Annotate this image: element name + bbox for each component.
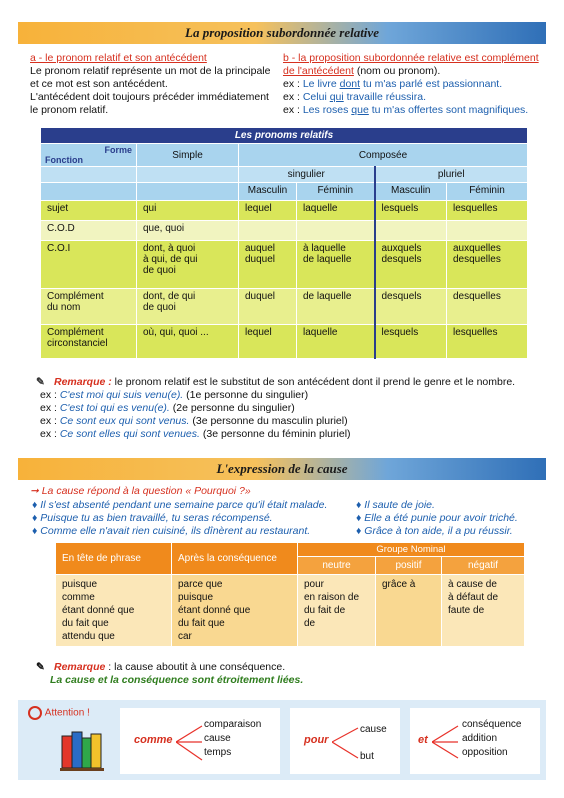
- col-simple: Simple: [137, 144, 239, 167]
- cell-simple: dont, à quoi à qui, de qui de quoi: [137, 241, 239, 289]
- cell-simple: que, quoi: [137, 221, 239, 241]
- col-feminin-sing: Féminin: [297, 183, 375, 201]
- header-apres: Après la conséquence: [172, 543, 298, 575]
- definition-a-line: Le pronom relatif représente un mot de la principale: [30, 65, 271, 77]
- pronoms-relatifs-table: [40, 127, 528, 359]
- group-item: cause: [360, 724, 387, 735]
- group-word: pour: [304, 734, 329, 746]
- group-item: comparaison: [204, 719, 262, 730]
- corner-fonction: Fonction: [45, 155, 83, 165]
- definition-b-heading-1: b - la proposition subordonnée relative est complément: [283, 52, 539, 64]
- group-word: et: [418, 734, 428, 746]
- cell-simple: où, qui, quoi ...: [137, 325, 239, 359]
- remarque-text: le pronom relatif est le substitut de son antécédent dont il prend le genre et le nombre.: [111, 376, 516, 388]
- empty-cell: [41, 183, 137, 201]
- cell-sing-masc: duquel: [239, 289, 297, 325]
- group-items: [462, 718, 522, 760]
- table-row: [41, 201, 528, 221]
- header-positif: positif: [376, 557, 442, 575]
- diamond-icon: ♦: [32, 525, 41, 537]
- cell-plur-fem: desquelles: [447, 289, 528, 325]
- cause-example: ♦ Il s'est absenté pendant une semaine parce qu'il était malade.: [32, 499, 328, 511]
- col-masculin-plur: Masculin: [375, 183, 447, 201]
- remarque-label: Remarque: [54, 661, 106, 673]
- cell-plur-fem: auxquelles desquelles: [447, 241, 528, 289]
- cell-plur-masc: lesquels: [375, 325, 447, 359]
- cell-en-tete: puisque comme étant donné que du fait que attendu que: [56, 575, 172, 647]
- group-item: cause: [204, 733, 231, 744]
- attention-label: Attention !: [44, 707, 90, 719]
- definition-a-line: le pronom relatif.: [30, 104, 109, 116]
- cell-plur-masc: [375, 221, 447, 241]
- section-title-text: L'expression de la cause: [216, 461, 348, 476]
- books-icon: [60, 726, 104, 772]
- no-sign-icon: [28, 706, 42, 720]
- cell-plur-fem: lesquelles: [447, 201, 528, 221]
- definition-a-line: L'antécédent doit toujours précéder immédiatement: [30, 91, 269, 103]
- example-line: ex : Celui qui travaille réussira.: [283, 91, 426, 103]
- cell-plur-masc: desquels: [375, 289, 447, 325]
- diamond-icon: ♦: [356, 512, 365, 524]
- col-pluriel: pluriel: [375, 167, 528, 183]
- empty-cell: [137, 183, 239, 201]
- arrow-icon: ➞: [30, 485, 42, 497]
- cell-sing-fem: laquelle: [297, 201, 375, 221]
- table-row: [41, 289, 528, 325]
- remarque-example: ex : Ce sont elles qui sont venues. (3e personne du féminin pluriel): [40, 428, 351, 440]
- definition-b-heading-tail: (nom ou pronom).: [353, 65, 441, 77]
- diamond-icon: ♦: [32, 512, 41, 524]
- cause-intro: [30, 485, 540, 498]
- remarque-emphasis: La cause et la conséquence sont étroitement liées.: [50, 674, 304, 686]
- section-title-text: La proposition subordonnée relative: [185, 25, 379, 40]
- group-item: conséquence: [462, 719, 522, 730]
- cell-apres: parce que puisque étant donné que du fait que car: [172, 575, 298, 647]
- diamond-icon: ♦: [356, 525, 365, 537]
- cause-example: ♦ Puisque tu as bien travaillé, tu seras récompensé.: [32, 512, 273, 524]
- empty-cell: [137, 167, 239, 183]
- header-en-tete: En tête de phrase: [56, 543, 172, 575]
- cell-sing-fem: de laquelle: [297, 289, 375, 325]
- cause-examples-right: [356, 499, 546, 538]
- group-item: opposition: [462, 747, 508, 758]
- branch-arrows: [332, 722, 362, 766]
- cell-fonction: Complément du nom: [41, 289, 137, 325]
- branch-arrows: [176, 722, 206, 766]
- cell-sing-masc: lequel: [239, 201, 297, 221]
- col-feminin-plur: Féminin: [447, 183, 528, 201]
- section-title-relative: [18, 22, 546, 44]
- cell-sing-fem: à laquelle de laquelle: [297, 241, 375, 289]
- cell-plur-fem: lesquelles: [447, 325, 528, 359]
- group-item: addition: [462, 733, 498, 744]
- section-title-cause: [18, 458, 546, 480]
- branch-arrows: [432, 722, 462, 766]
- cause-examples-left: [32, 499, 352, 538]
- cell-fonction: C.O.I: [41, 241, 137, 289]
- cell-plur-fem: [447, 221, 528, 241]
- definition-b-heading-2: de l'antécédent: [283, 65, 354, 77]
- empty-cell: [41, 167, 137, 183]
- remarque-example: ex : C'est moi qui suis venu(e). (1e personne du singulier): [40, 389, 309, 401]
- table-row: [41, 221, 528, 241]
- cause-example: ♦ Il saute de joie.: [356, 499, 435, 511]
- cell-simple: dont, de qui de quoi: [137, 289, 239, 325]
- remarque-block-2: [36, 661, 536, 687]
- pencil-icon: ✎: [36, 376, 45, 388]
- cell-sing-fem: laquelle: [297, 325, 375, 359]
- cause-example: ♦ Comme elle n'avait rien cuisiné, ils dînèrent au restaurant.: [32, 525, 311, 537]
- col-masculin-sing: Masculin: [239, 183, 297, 201]
- cell-negatif: à cause de à défaut de faute de: [442, 575, 525, 647]
- group-item: temps: [204, 747, 232, 758]
- cell-plur-masc: lesquels: [375, 201, 447, 221]
- diamond-icon: ♦: [32, 499, 41, 511]
- definition-a: [30, 52, 275, 117]
- table-title: Les pronoms relatifs: [41, 128, 528, 144]
- group-comme: [120, 708, 280, 774]
- remarque-text: : la cause aboutit à une conséquence.: [105, 661, 286, 673]
- remarque-label: Remarque :: [54, 376, 112, 388]
- header-groupe-nominal: Groupe Nominal: [298, 543, 525, 557]
- table-row: [56, 575, 525, 647]
- col-singulier: singulier: [239, 167, 375, 183]
- cell-sing-masc: auquel duquel: [239, 241, 297, 289]
- table-row: [41, 325, 528, 359]
- definition-a-heading: a - le pronom relatif et son antécédent: [30, 52, 207, 64]
- remarque-example: ex : Ce sont eux qui sont venus. (3e personne du masculin pluriel): [40, 415, 348, 427]
- example-line: ex : Les roses que tu m'as offertes sont magnifiques.: [283, 104, 529, 116]
- cell-sing-masc: [239, 221, 297, 241]
- remarque-example: ex : C'est toi qui es venu(e). (2e personne du singulier): [40, 402, 295, 414]
- cause-table: [55, 542, 525, 647]
- cause-example: ♦ Grâce à ton aide, il a pu réussir.: [356, 525, 513, 537]
- group-items: [360, 724, 387, 762]
- remarque-block-1: [36, 376, 546, 441]
- table-corner: [41, 144, 137, 167]
- group-item: but: [360, 751, 374, 762]
- cell-fonction: sujet: [41, 201, 137, 221]
- diamond-icon: ♦: [356, 499, 365, 511]
- cell-fonction: C.O.D: [41, 221, 137, 241]
- cell-neutre: pour en raison de du fait de de: [298, 575, 376, 647]
- pencil-icon: ✎: [36, 661, 45, 673]
- group-items: [204, 718, 261, 760]
- group-word: comme: [134, 734, 173, 746]
- corner-forme: Forme: [104, 145, 132, 155]
- col-composee: Composée: [239, 144, 528, 167]
- cell-simple: qui: [137, 201, 239, 221]
- cell-sing-masc: lequel: [239, 325, 297, 359]
- group-pour: [290, 708, 400, 774]
- attention-header: [28, 706, 90, 720]
- header-neutre: neutre: [298, 557, 376, 575]
- cell-plur-masc: auxquels desquels: [375, 241, 447, 289]
- cause-example: ♦ Elle a été punie pour avoir triché.: [356, 512, 518, 524]
- cell-fonction: Complément circonstanciel: [41, 325, 137, 359]
- table-row: [41, 241, 528, 289]
- cell-sing-fem: [297, 221, 375, 241]
- cell-positif: grâce à: [376, 575, 442, 647]
- group-et: [410, 708, 540, 774]
- header-negatif: négatif: [442, 557, 525, 575]
- cause-intro-text: La cause répond à la question « Pourquoi ?»: [41, 485, 251, 497]
- definition-b: [283, 52, 545, 117]
- example-line: ex : Le livre dont tu m'as parlé est passionnant.: [283, 78, 503, 90]
- definition-a-line: et ce mot est son antécédent.: [30, 78, 168, 90]
